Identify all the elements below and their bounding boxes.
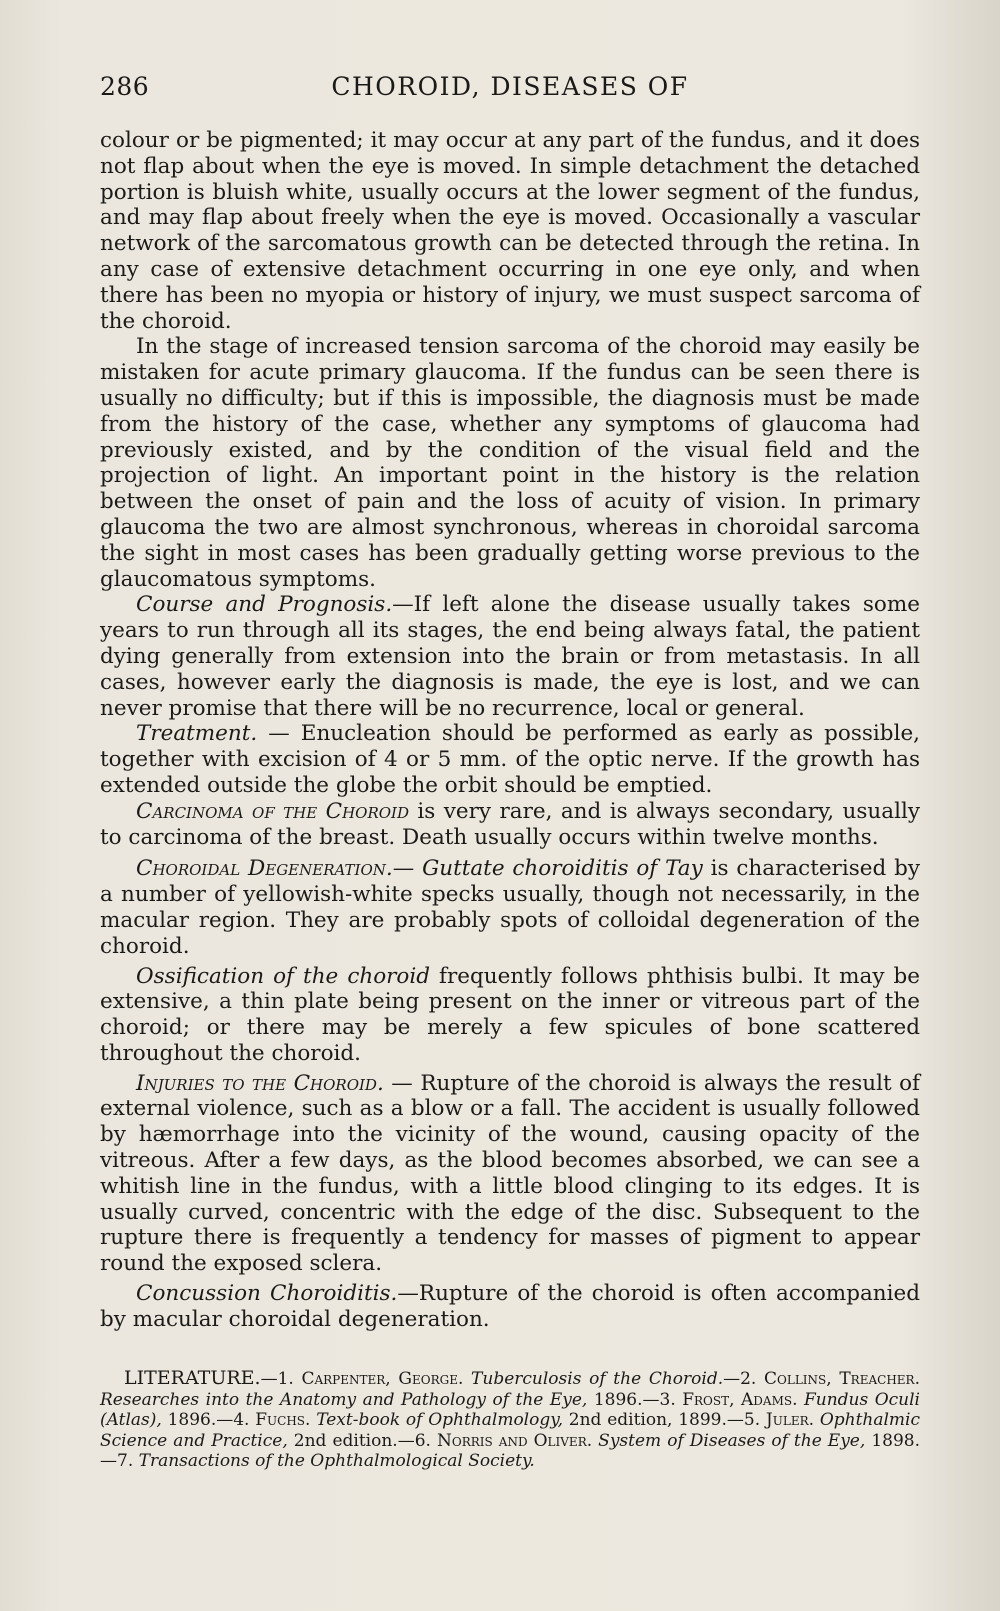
term: Guttate choroiditis of Tay — [422, 856, 703, 882]
page-header — [100, 72, 920, 112]
literature-title: Tuberculosis of the Choroid. — [463, 1369, 724, 1389]
running-head: CHOROID, DISEASES OF — [331, 72, 689, 101]
paragraph-text: frequently follows phthisis bulbi. It may be extensive, a thin plate being present on the inner or vitreous part of the choroid; or there may be merely a few spicules of bone scattered throughout the choroid. — [100, 963, 920, 1066]
literature-edition: 2nd edition, 1899. — [563, 1410, 727, 1430]
dash: — — [392, 856, 423, 882]
literature-number: —4. — [216, 1410, 256, 1430]
literature-item — [100, 1451, 535, 1471]
paragraph — [100, 964, 920, 1067]
section-heading: Choroidal Degeneration. — [136, 856, 393, 882]
section-heading: Concussion Choroiditis. — [136, 1281, 398, 1307]
literature-label: LITERATURE. — [124, 1367, 261, 1389]
paragraph-text: —If left alone the disease usually takes some years to run through all its stages, the end being always fatal, the patient dying generally from extension into the brain or from metastasis. In all cases, however early the diagnosis is made, the eye is lost, and we can never promise that there will be no recurrence, local or general. — [100, 592, 920, 721]
section-heading: Treatment. — [136, 721, 258, 747]
literature-title: Transactions of the Ophthalmological Society. — [138, 1451, 535, 1471]
literature-author: Norris and Oliver. — [437, 1430, 593, 1451]
literature-item — [261, 1369, 724, 1389]
paragraph-text: — Rupture of the choroid is always the result of external violence, such as a blow or a fall. The accident is usually followed by hæmorrhage into the vicinity of the wound, causing opacity of the vitreous. After a few days, as the blood becomes absorbed, we can see a whitish line in the fundus, with a little blood clinging to its edges. It is usually curved, concentric with the edge of the disc. Subsequent to the rupture there is frequently a tendency for masses of pigment to appear round the exposed sclera. — [100, 1070, 920, 1277]
paragraph — [100, 1281, 920, 1333]
literature-item — [398, 1431, 920, 1451]
paragraph — [100, 128, 920, 334]
paragraph-text: —Rupture of the choroid is often accompanied by macular choroidal degeneration. — [100, 1281, 920, 1332]
literature-section — [100, 1368, 920, 1472]
literature-edition: 1896. — [587, 1389, 643, 1410]
literature-number: —2. — [723, 1369, 765, 1389]
section-heading: Course and Prognosis. — [136, 592, 393, 618]
literature-author: Fuchs. — [255, 1410, 311, 1430]
literature-title: Fundus Oculi (Atlas), — [100, 1389, 920, 1430]
literature-number: —5. — [726, 1410, 766, 1430]
literature-number: —7. — [100, 1451, 139, 1471]
paragraph — [100, 799, 920, 851]
paragraph — [100, 1071, 920, 1277]
page-number: 286 — [100, 72, 150, 101]
paragraph — [100, 721, 920, 798]
literature-number: —1. — [260, 1369, 302, 1389]
literature-author: Juler. — [765, 1410, 815, 1430]
literature-title: Text-book of Ophthalmology, — [310, 1410, 563, 1430]
paragraph — [100, 592, 920, 721]
literature-title: Ophthalmic Science and Practice, — [100, 1410, 921, 1451]
literature-edition: 1896. — [161, 1410, 217, 1430]
paragraph-text: is very rare, and is always secondary, usually to carcinoma of the breast. Death usually occurs within twelve months. — [100, 798, 920, 850]
paragraph-text: is characterised by a number of yellowish-white specks usually, though not necessarily, in the macular region. They are probably spots of colloidal degeneration of the choroid. — [100, 856, 920, 959]
literature-number: —3. — [642, 1389, 683, 1410]
literature-item — [216, 1410, 727, 1430]
section-heading: Carcinoma of the Choroid — [136, 798, 409, 824]
term: Ossification of the choroid — [136, 963, 431, 989]
literature-author: Frost, Adams. — [682, 1389, 798, 1410]
literature-author: Collins, Treacher. — [764, 1369, 920, 1389]
paragraph-text: — Enucleation should be performed as early as possible, together with excision of 4 or 5 mm. of the optic nerve. If the growth has extended outside the globe the orbit should be emptied. — [100, 721, 920, 798]
paragraph-text: In the stage of increased tension sarcoma of the choroid may easily be mistaken for acute primary glaucoma. If the fundus can be seen there is usually no difficulty; but if this is impossible, the diagnosis must be made from the history of the case, whether any symptoms of glaucoma had previously existed, and by the condition of the visual field and the projection of light. An important point in the history is the relation between the onset of pain and the loss of acuity of vision. In primary glaucoma the two are almost synchronous, whereas in choroidal sarcoma the sight in most cases has been gradually getting worse previous to the glaucomatous symptoms. — [100, 334, 920, 592]
literature-title: Researches into the Anatomy and Pathology of the Eye, — [100, 1389, 588, 1410]
literature-number: —6. — [397, 1430, 437, 1451]
body-text — [100, 128, 920, 1333]
literature-author: Carpenter, George. — [301, 1369, 464, 1389]
literature-title: System of Diseases of the Eye, — [592, 1430, 866, 1451]
section-heading: Injuries to the Choroid. — [136, 1070, 384, 1096]
literature-edition: 2nd edition. — [287, 1430, 398, 1451]
paragraph — [100, 856, 920, 959]
literature-edition: 1898. — [865, 1430, 920, 1451]
paragraph — [100, 334, 920, 592]
paragraph-text: colour or be pigmented; it may occur at any part of the fundus, and it does not flap about when the eye is moved. In simple detachment the detached portion is bluish white, usually occurs at the lower segment of the fundus, and may flap about freely when the eye is moved. Occasionally a vascular network of the sarcomatous growth can be detected through the retina. In any case of extensive detachment occurring in one eye only, and when there has been no myopia or history of injury, we must suspect sarcoma of the choroid. — [100, 128, 920, 334]
